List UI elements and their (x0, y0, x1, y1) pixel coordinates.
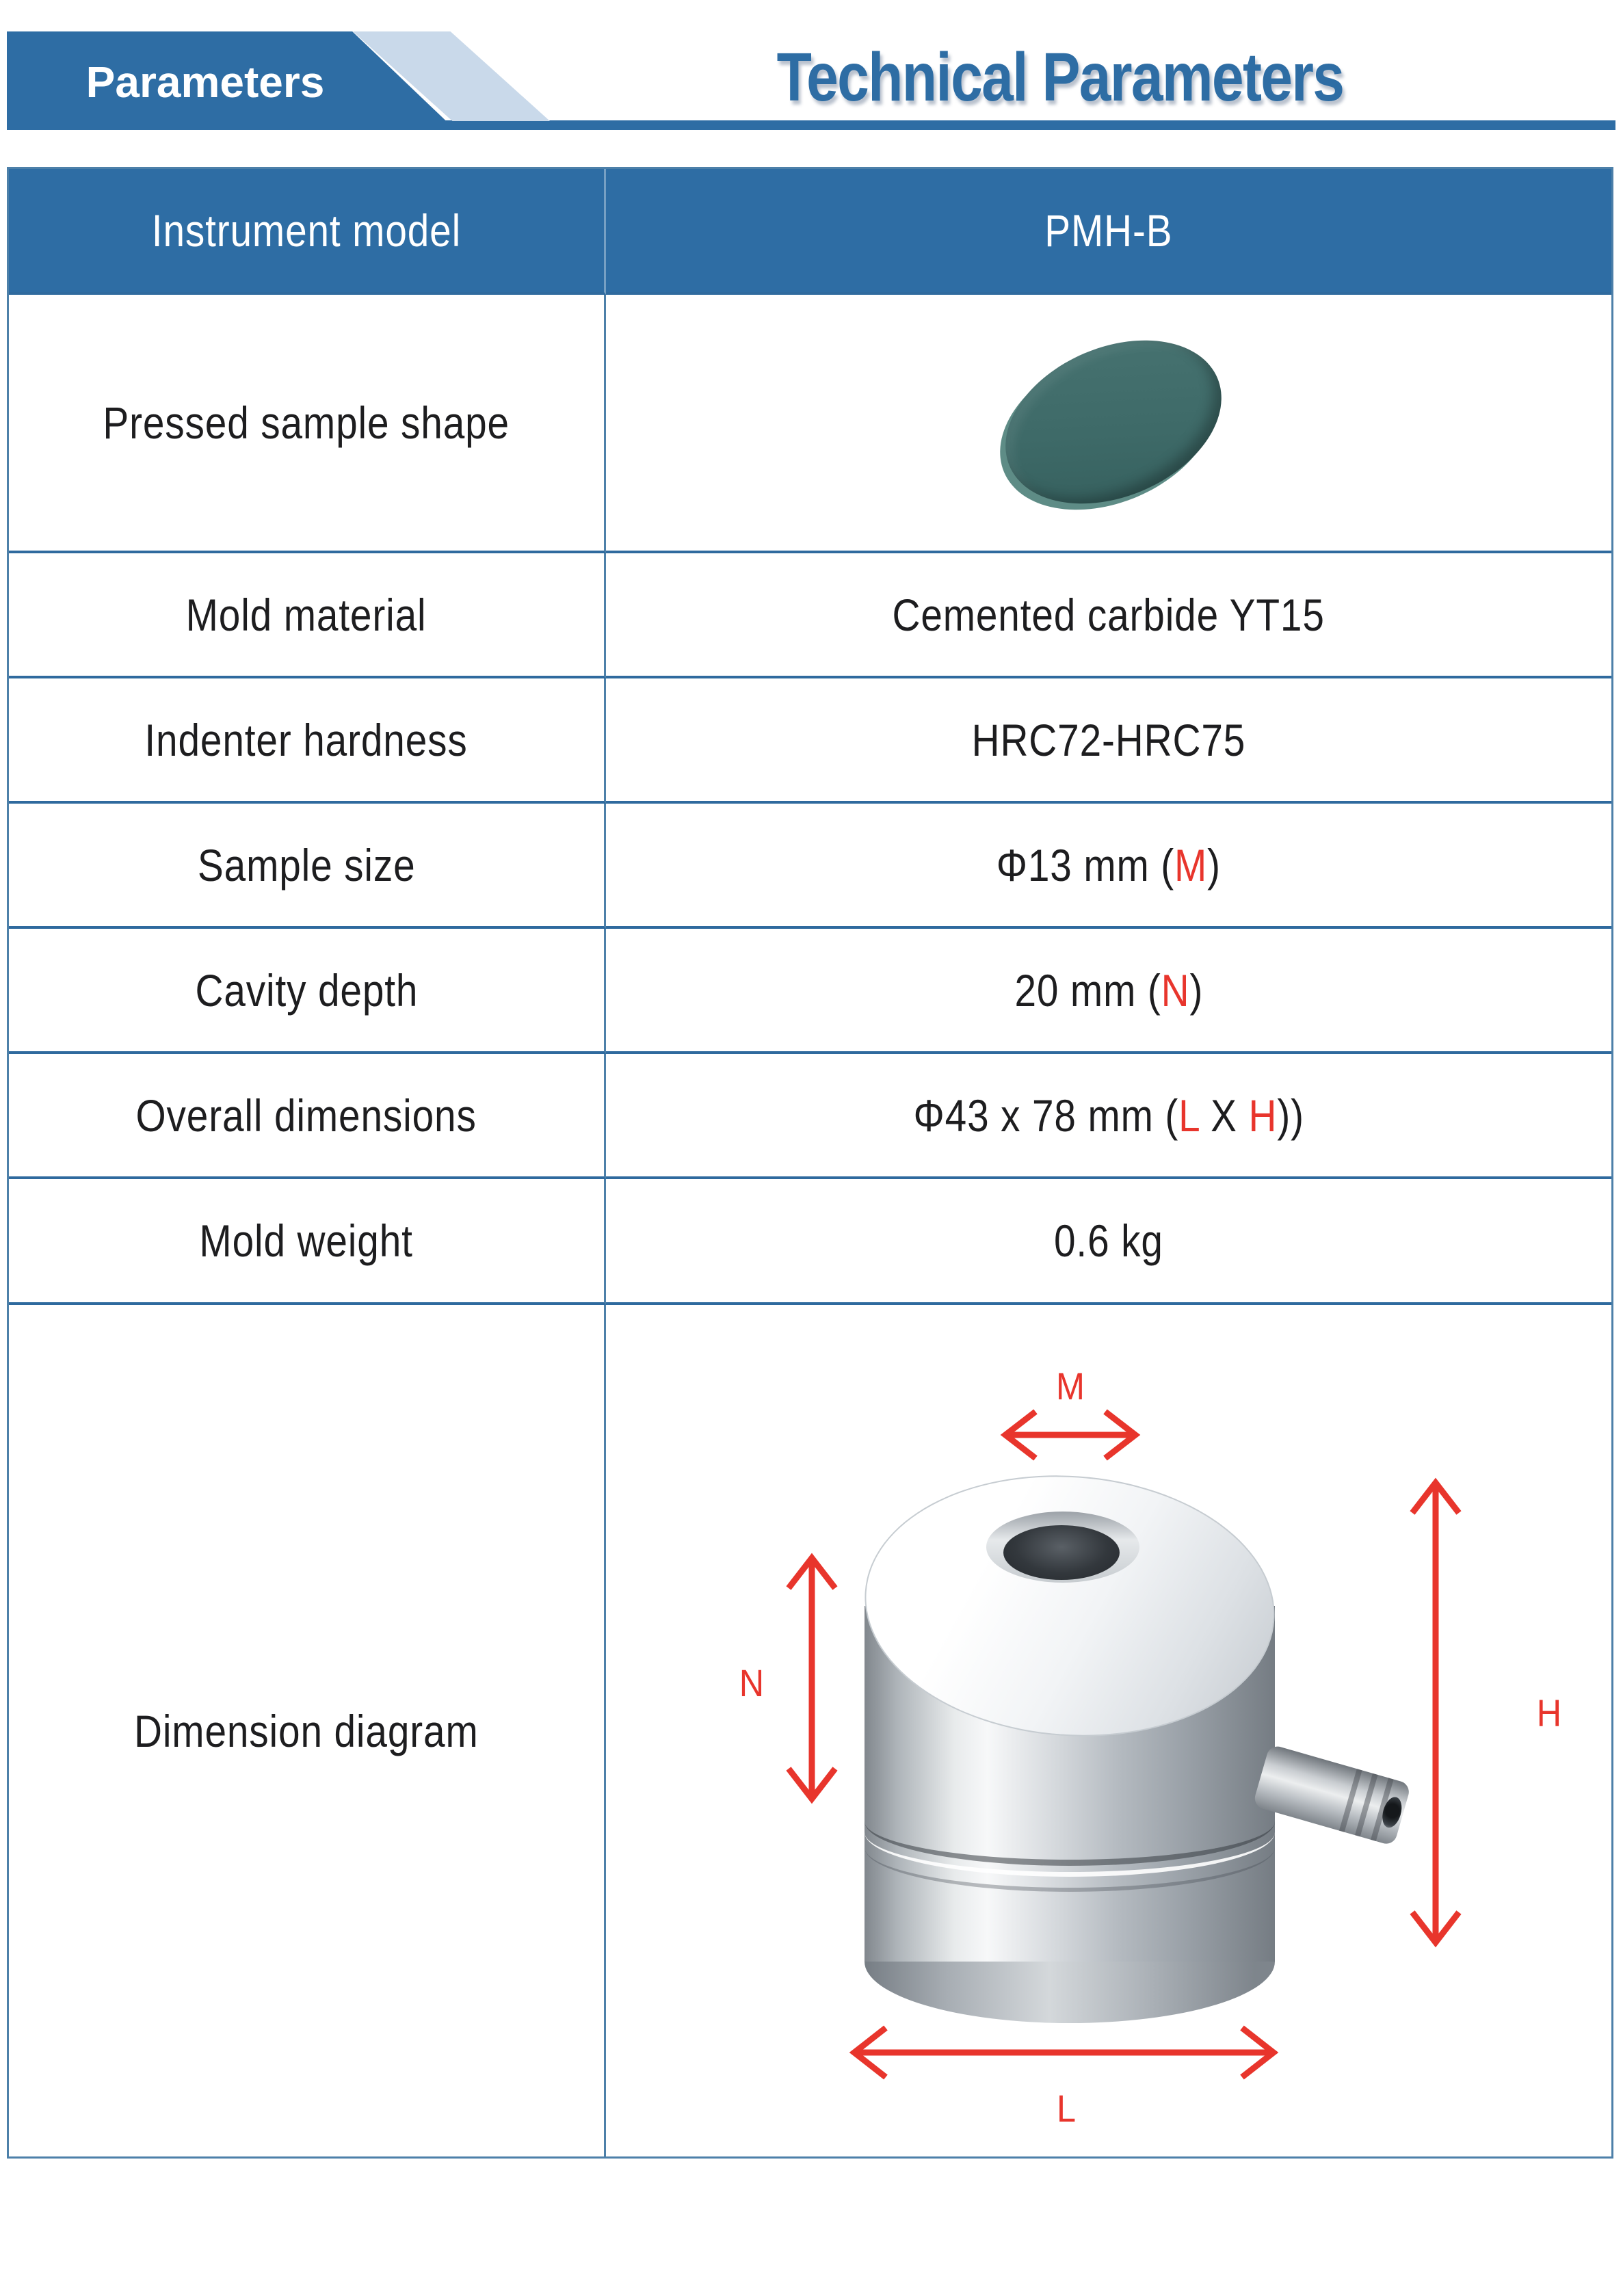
header-label: Instrument model (151, 205, 462, 256)
header-cell-instrument-model (9, 169, 606, 295)
row-label-dimension-diagram (9, 1305, 606, 2156)
row-value-overall-dimensions (606, 1054, 1611, 1179)
m-arrow (1005, 1412, 1135, 1458)
value-segment-red: H (1248, 1090, 1278, 1141)
row-value-sample-size (606, 804, 1611, 929)
value-segment: 20 mm ( (1014, 964, 1161, 1016)
row-label-text: Dimension diagram (134, 1705, 479, 1756)
row-value-mold-material (606, 553, 1611, 678)
dimension-arrows (606, 1305, 1611, 2156)
value-segment: Φ13 mm ( (996, 839, 1175, 890)
row-label-text: Pressed sample shape (103, 397, 510, 448)
header-value: PMH-B (1044, 205, 1173, 256)
row-value-cavity-depth (606, 929, 1611, 1054)
value-segment: )) (1277, 1090, 1304, 1141)
row-label-sample-size (9, 804, 606, 929)
dim-label-l: L (1056, 2086, 1077, 2130)
row-value-text (1014, 964, 1203, 1016)
value-segment: ) (1189, 964, 1203, 1016)
row-label-pressed-sample-shape (9, 295, 606, 553)
l-arrow (854, 2028, 1274, 2077)
row-value-indenter-hardness (606, 678, 1611, 804)
row-value-mold-weight (606, 1179, 1611, 1305)
value-segment: ) (1207, 839, 1222, 890)
row-label-text: Cavity depth (195, 964, 418, 1016)
value-segment-red: M (1174, 839, 1208, 890)
dim-label-h: H (1536, 1691, 1562, 1734)
row-label-text: Indenter hardness (144, 714, 469, 765)
n-arrow (789, 1558, 835, 1799)
value-segment-red: L (1178, 1090, 1200, 1141)
row-value-text (997, 839, 1221, 891)
value-segment: X (1199, 1090, 1249, 1141)
row-label-mold-material (9, 553, 606, 678)
value-segment: Φ43 x 78 mm ( (913, 1090, 1178, 1141)
row-value-text: HRC72-HRC75 (971, 714, 1246, 765)
row-value-pressed-sample-shape (606, 295, 1611, 553)
dim-label-n: N (739, 1661, 765, 1704)
row-label-cavity-depth (9, 929, 606, 1054)
row-label-text: Mold material (186, 589, 427, 640)
row-value-text: 0.6 kg (1054, 1215, 1163, 1266)
row-label-text: Sample size (197, 839, 416, 890)
row-label-indenter-hardness (9, 678, 606, 804)
row-value-text: Cemented carbide YT15 (892, 589, 1325, 640)
row-value-text (913, 1090, 1304, 1142)
row-label-text: Overall dimensions (135, 1090, 477, 1141)
row-value-dimension-diagram (606, 1305, 1611, 2156)
row-label-text: Mold weight (199, 1215, 414, 1266)
banner-tab-label: Parameters (85, 57, 325, 107)
page-title: Technical Parameters (776, 39, 1344, 116)
h-arrow (1412, 1483, 1459, 1942)
parameters-table (7, 167, 1613, 2159)
row-label-mold-weight (9, 1179, 606, 1305)
header-cell-model-value (606, 169, 1611, 295)
dim-label-m: M (1056, 1364, 1085, 1408)
row-label-overall-dimensions (9, 1054, 606, 1179)
value-segment-red: N (1161, 964, 1190, 1016)
